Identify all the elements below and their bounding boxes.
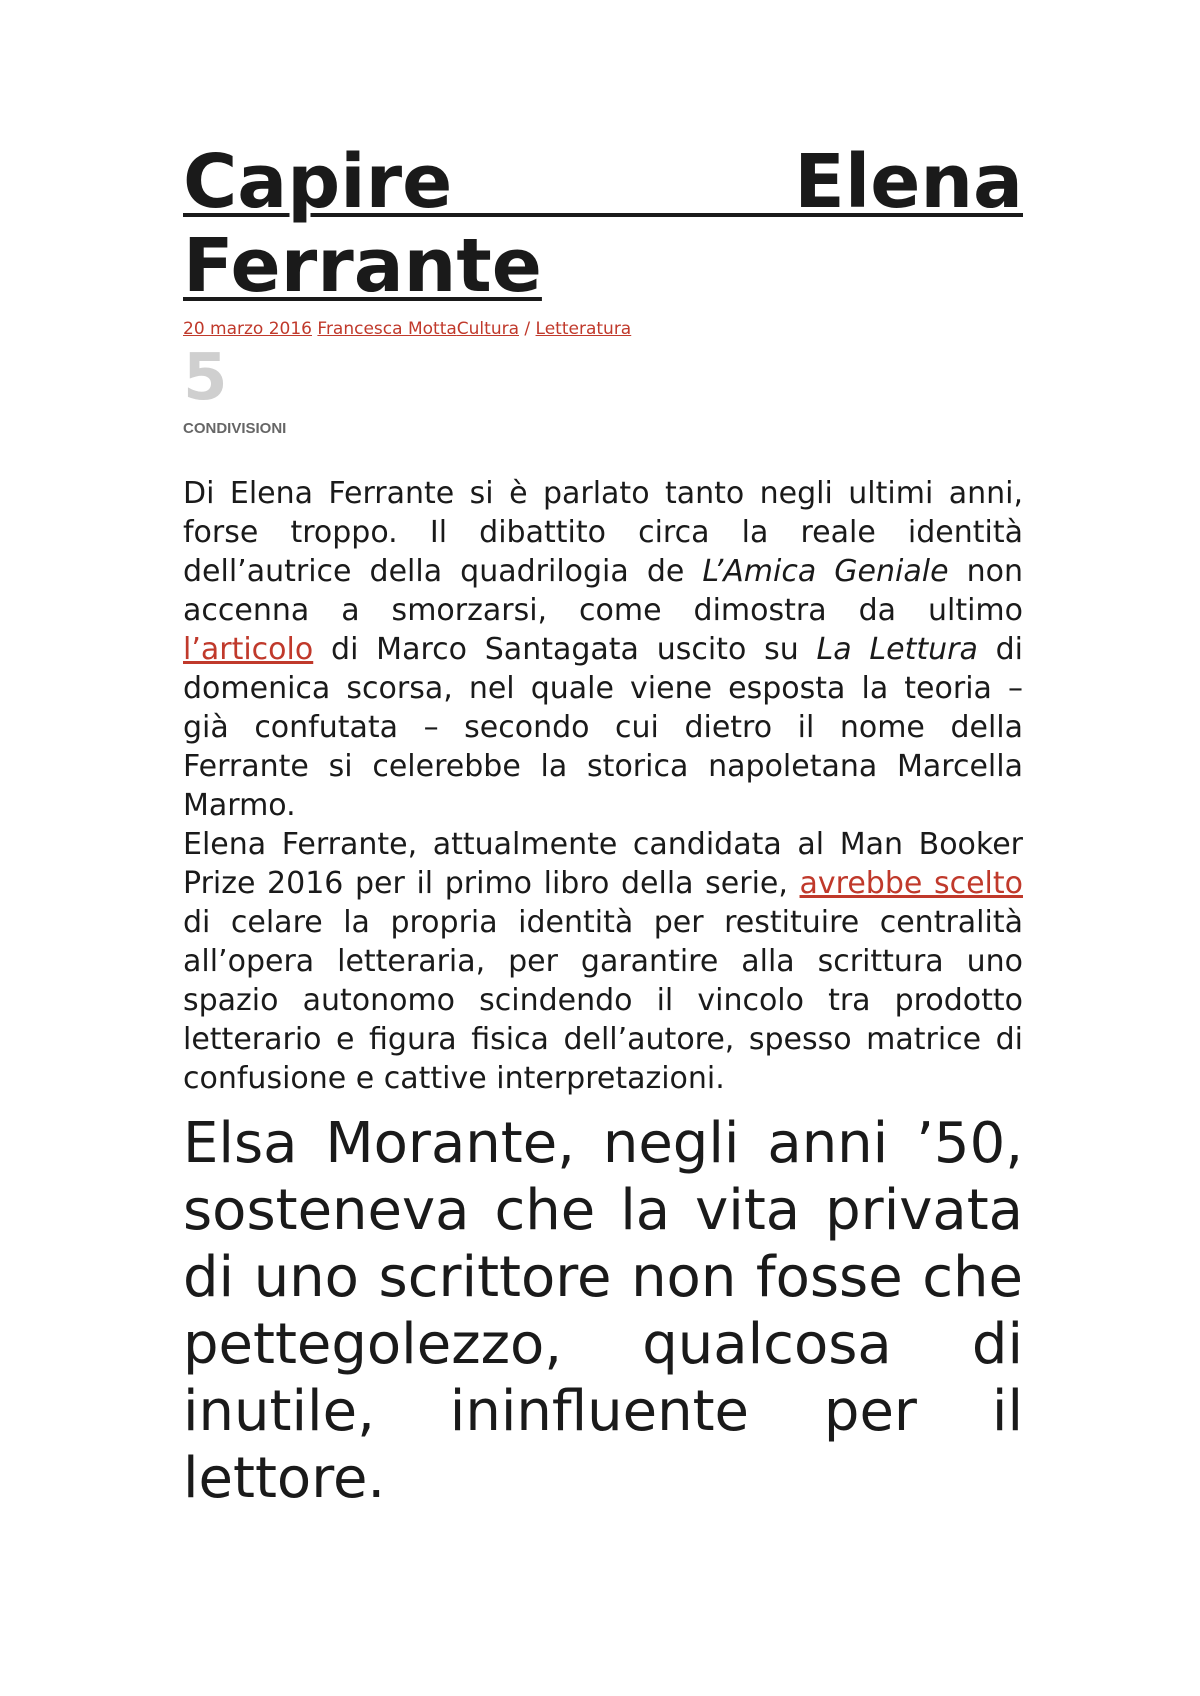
category-separator: / (519, 319, 536, 339)
article-title (183, 140, 1023, 308)
category-link-cultura[interactable]: Cultura (456, 319, 519, 339)
paragraph-text: di domenica scorsa, nel quale viene esposta la teoria – già confutata – secondo cui dietro il nome della Ferrante si celerebbe la storica napoletana Marcella Marmo. (183, 632, 1023, 823)
share-label: CONDIVISIONI (183, 420, 287, 437)
book-title: L’Amica Geniale (702, 554, 949, 589)
journal-title: La Lettura (816, 632, 978, 667)
share-count: 5 (183, 341, 228, 415)
article-link[interactable]: l’articolo (183, 632, 314, 667)
paragraph (183, 825, 1023, 1098)
category-link-letteratura[interactable]: Letteratura (535, 319, 632, 339)
paragraph-text: non accenna a smorzarsi, come dimostra da ultimo (183, 554, 1023, 628)
article (183, 140, 1023, 1512)
article-meta (183, 318, 1023, 340)
author-link[interactable]: Francesca Motta (317, 319, 457, 339)
article-title-link[interactable]: Capire Elena Ferrante (183, 139, 1023, 309)
paragraph-text: di celare la propria identità per restituire centralità all’opera letteraria, per garantire alla scrittura uno spazio autonomo scindendo il vincolo tra prodotto letterario e figura fisica dell’autore, spesso matrice di confusione e cattive interpretazioni. (183, 905, 1023, 1096)
paragraph-text: Elena Ferrante, attualmente candidata al Man Booker Prize 2016 per il primo libro della serie, (183, 827, 1023, 901)
paragraph (183, 474, 1023, 825)
paragraph-text: Di Elena Ferrante si è parlato tanto negli ultimi anni, forse troppo. Il dibattito circa la reale identità dell’autrice della quadrilogia de (183, 476, 1023, 589)
avrebbe-scelto-link[interactable]: avrebbe scelto (799, 866, 1023, 901)
article-body (183, 474, 1023, 1098)
date-link[interactable]: 20 marzo 2016 (183, 319, 312, 339)
paragraph-text: di Marco Santagata uscito su (313, 632, 817, 667)
pull-quote: Elsa Morante, negli anni ’50, sosteneva che la vita privata di uno scrittore non fosse che pettegolezzo, qualcosa di inutile, ininfluente per il lettore. (183, 1111, 1023, 1511)
